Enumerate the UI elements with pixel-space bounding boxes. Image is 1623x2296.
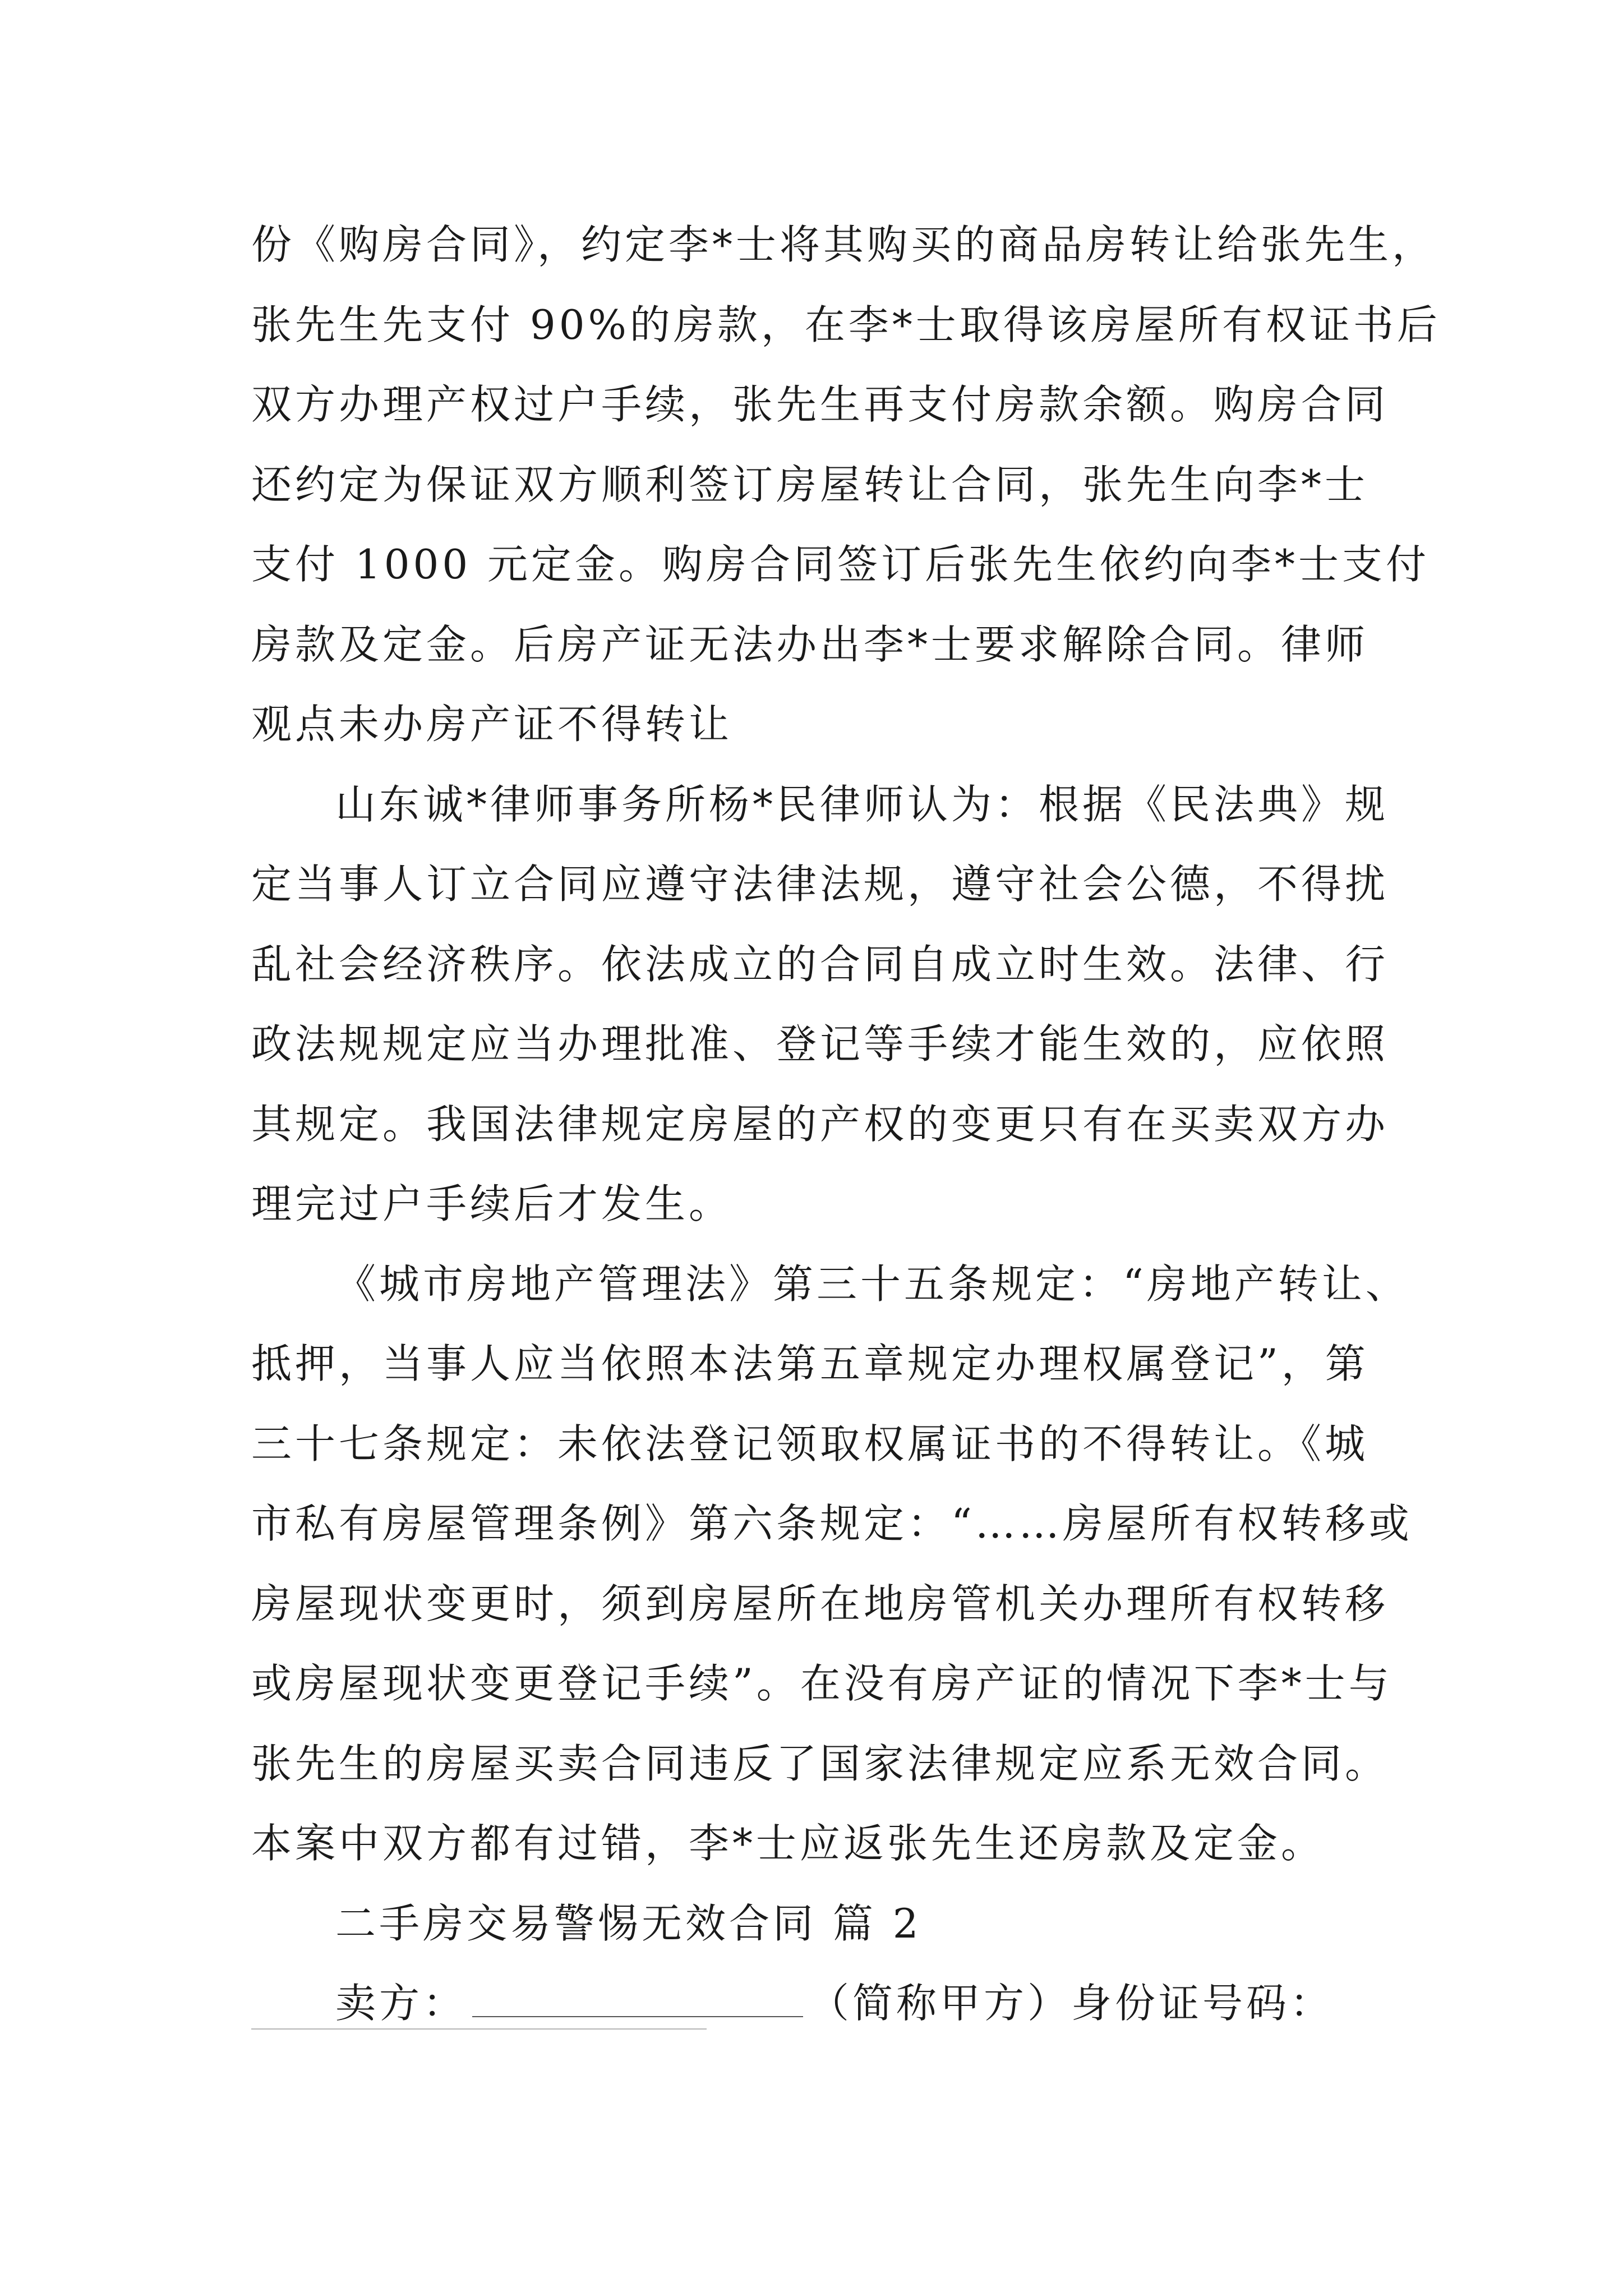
text-line: 份《购房合同》，约定李*士将其购买的商品房转让给张先生，	[251, 221, 1436, 268]
text-line: 房屋现状变更时，须到房屋所在地房管机关办理所有权转移	[251, 1580, 1389, 1627]
text-line: 本案中双方都有过错，李*士应返张先生还房款及定金。	[251, 1820, 1325, 1867]
text-line: 理完过户手续后才发生。	[251, 1180, 733, 1227]
text-line: 三十七条规定：未依法登记领取权属证书的不得转让。《城	[251, 1420, 1369, 1467]
text-line: 张先生的房屋买卖合同违反了国家法律规定应系无效合同。	[251, 1740, 1389, 1787]
text-line: 其规定。我国法律规定房屋的产权的变更只有在买卖双方办	[251, 1101, 1389, 1148]
paragraph-first-line: 《城市房地产管理法》第三十五条规定：“房地产转让、	[335, 1260, 1409, 1308]
text-line: 观点未办房产证不得转让	[251, 701, 733, 748]
seller-label: 卖方：	[335, 1980, 467, 2027]
text-line: 市私有房屋管理条例》第六条规定：“……房屋所有权转移或	[251, 1500, 1413, 1547]
seller-name-blank	[472, 1980, 803, 2017]
text-line: 抵押，当事人应当依照本法第五章规定办理权属登记”，第	[251, 1340, 1369, 1387]
text-line: 支付 1000 元定金。购房合同签订后张先生依约向李*士支付	[251, 541, 1430, 588]
paragraph-first-line: 山东诚*律师事务所杨*民律师认为：根据《民法典》规	[335, 781, 1389, 828]
seller-line	[335, 1976, 1334, 2030]
text-line: 双方办理产权过户手续，张先生再支付房款余额。购房合同	[251, 381, 1389, 428]
text-line: 政法规规定应当办理批准、登记等手续才能生效的，应依照	[251, 1020, 1389, 1068]
text-line: 房款及定金。后房产证无法办出李*士要求解除合同。律师	[251, 621, 1369, 668]
text-line: 或房屋现状变更登记手续”。在没有房产证的情况下李*士与	[251, 1660, 1393, 1707]
text-line: 张先生先支付 90%的房款，在李*士取得该房屋所有权证书后	[251, 301, 1441, 348]
section-heading: 二手房交易警惕无效合同 篇 2	[335, 1900, 922, 1947]
text-line: 还约定为保证双方顺利签订房屋转让合同，张先生向李*士	[251, 461, 1369, 508]
seller-suffix: （简称甲方）身份证号码：	[809, 1980, 1334, 2027]
text-line: 定当事人订立合同应遵守法律法规，遵守社会公德，不得扰	[251, 861, 1389, 908]
footnote-divider	[251, 2028, 707, 2030]
text-line: 乱社会经济秩序。依法成立的合同自成立时生效。法律、行	[251, 941, 1389, 988]
